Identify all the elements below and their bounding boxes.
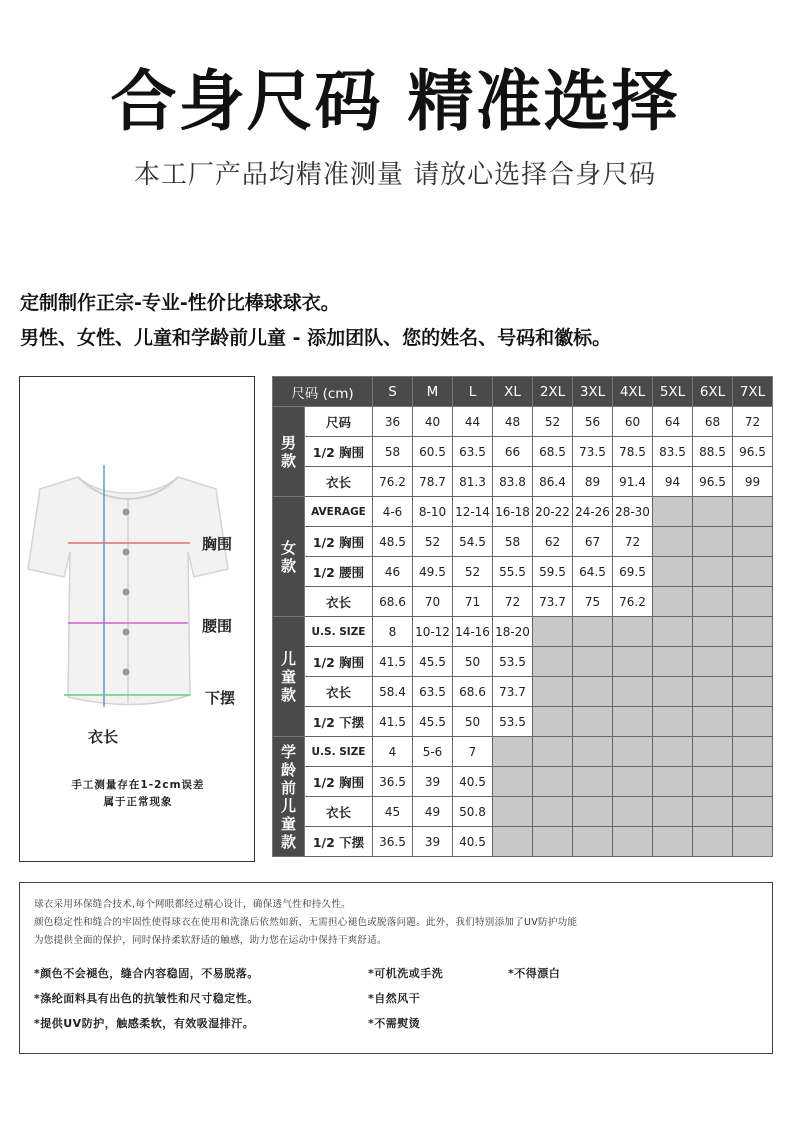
size-cell-empty (653, 557, 693, 587)
size-cell: 50.8 (453, 797, 493, 827)
size-row (273, 467, 773, 497)
size-cell: 69.5 (613, 557, 653, 587)
size-cell: 83.8 (493, 467, 533, 497)
size-header-label: 尺码 (cm) (273, 377, 373, 407)
size-cell-empty (693, 647, 733, 677)
size-cell-empty (653, 707, 693, 737)
size-group-char: 童 (280, 814, 296, 833)
size-cell-empty (653, 587, 693, 617)
size-cell-empty (733, 677, 773, 707)
size-cell-empty (493, 767, 533, 797)
size-cell-empty (493, 827, 533, 857)
size-cell: 75 (573, 587, 613, 617)
size-column-header: L (453, 377, 493, 407)
size-group-char: 儿 (280, 796, 296, 815)
care-bullet-no-bleach: *不得漂白 (508, 967, 561, 980)
size-row (273, 497, 773, 527)
size-cell-empty (573, 737, 613, 767)
size-cell: 48 (493, 407, 533, 437)
size-cell: 78.7 (413, 467, 453, 497)
size-cell: 76.2 (373, 467, 413, 497)
size-cell: 24-26 (573, 497, 613, 527)
size-cell: 72 (733, 407, 773, 437)
size-cell: 64.5 (573, 557, 613, 587)
size-row (273, 587, 773, 617)
size-row-label: 1/2 胸围 (305, 767, 373, 797)
size-group-char: 款 (280, 556, 296, 575)
size-cell: 81.3 (453, 467, 493, 497)
size-row (273, 707, 773, 737)
waist-label: 腰围 (202, 617, 233, 635)
size-cell: 39 (413, 767, 453, 797)
size-cell-empty (573, 617, 613, 647)
size-cell: 40 (413, 407, 453, 437)
size-cell-empty (573, 827, 613, 857)
size-cell: 10-12 (413, 617, 453, 647)
size-cell-empty (613, 677, 653, 707)
size-cell: 48.5 (373, 527, 413, 557)
chest-label: 胸围 (202, 535, 233, 553)
size-cell: 7 (453, 737, 493, 767)
size-cell-empty (573, 767, 613, 797)
size-row-label: 1/2 胸围 (305, 647, 373, 677)
size-cell: 73.7 (533, 587, 573, 617)
size-cell: 71 (453, 587, 493, 617)
size-cell: 67 (573, 527, 613, 557)
size-cell: 18-20 (493, 617, 533, 647)
size-cell-empty (733, 647, 773, 677)
size-row-label: 衣长 (305, 587, 373, 617)
size-cell: 99 (733, 467, 773, 497)
size-cell-empty (693, 827, 733, 857)
size-row-label: U.S. SIZE (305, 737, 373, 767)
size-cell-empty (573, 707, 613, 737)
size-row-label: AVERAGE (305, 497, 373, 527)
size-cell: 45.5 (413, 707, 453, 737)
size-cell: 94 (653, 467, 693, 497)
size-cell: 16-18 (493, 497, 533, 527)
size-cell-empty (653, 827, 693, 857)
care-bullet-wash: *可机洗或手洗 (368, 967, 444, 980)
size-column-header: 3XL (573, 377, 613, 407)
size-cell-empty (533, 617, 573, 647)
size-cell-empty (493, 737, 533, 767)
size-row (273, 827, 773, 857)
size-group-char: 款 (280, 832, 296, 851)
size-cell: 4-6 (373, 497, 413, 527)
size-cell-empty (533, 677, 573, 707)
size-cell-empty (653, 677, 693, 707)
size-cell: 40.5 (453, 767, 493, 797)
info-line-3: 为您提供全面的保护，同时保持柔软舒适的触感，助力您在运动中保持干爽舒适。 (34, 935, 387, 946)
size-cell-empty (733, 497, 773, 527)
size-cell: 14-16 (453, 617, 493, 647)
size-cell: 60 (613, 407, 653, 437)
size-row (273, 557, 773, 587)
size-chart-table (272, 376, 773, 857)
size-cell: 63.5 (453, 437, 493, 467)
size-row (273, 737, 773, 767)
size-row-label: 1/2 下摆 (305, 707, 373, 737)
size-cell-empty (693, 497, 733, 527)
care-bullet-no-iron: *不需熨烫 (368, 1017, 421, 1030)
size-group-char: 儿 (280, 649, 296, 668)
size-cell: 4 (373, 737, 413, 767)
size-cell: 60.5 (413, 437, 453, 467)
size-cell: 91.4 (613, 467, 653, 497)
size-group-label (273, 497, 305, 617)
size-row (273, 407, 773, 437)
size-row (273, 617, 773, 647)
size-cell: 49.5 (413, 557, 453, 587)
size-cell: 68.6 (453, 677, 493, 707)
size-cell-empty (733, 797, 773, 827)
size-cell-empty (573, 647, 613, 677)
size-cell: 41.5 (373, 707, 413, 737)
size-column-header: 6XL (693, 377, 733, 407)
size-cell: 28-30 (613, 497, 653, 527)
size-cell: 73.7 (493, 677, 533, 707)
size-row-label: 衣长 (305, 797, 373, 827)
size-cell-empty (533, 767, 573, 797)
size-cell: 66 (493, 437, 533, 467)
size-cell: 50 (453, 707, 493, 737)
size-cell: 50 (453, 647, 493, 677)
size-cell-empty (613, 707, 653, 737)
size-cell-empty (613, 617, 653, 647)
size-cell: 96.5 (733, 437, 773, 467)
size-group-char: 女 (280, 538, 296, 557)
size-cell: 63.5 (413, 677, 453, 707)
size-cell-empty (733, 827, 773, 857)
care-bullet-air-dry: *自然风干 (368, 992, 421, 1005)
size-cell-empty (693, 527, 733, 557)
size-group-char: 男 (280, 433, 296, 452)
size-cell: 59.5 (533, 557, 573, 587)
measurement-note-line-2: 属于正常现象 (103, 796, 173, 808)
size-cell: 40.5 (453, 827, 493, 857)
size-cell-empty (533, 797, 573, 827)
size-header-row (273, 377, 773, 407)
size-cell: 52 (413, 527, 453, 557)
size-cell: 44 (453, 407, 493, 437)
size-cell: 68.6 (373, 587, 413, 617)
size-cell: 52 (533, 407, 573, 437)
size-group-char: 前 (280, 778, 296, 797)
size-row (273, 797, 773, 827)
size-cell: 49 (413, 797, 453, 827)
size-cell: 20-22 (533, 497, 573, 527)
size-cell: 68.5 (533, 437, 573, 467)
size-cell: 56 (573, 407, 613, 437)
size-row-label: 衣长 (305, 677, 373, 707)
care-bullet-uv: *提供UV防护，触感柔软，有效吸湿排汗。 (34, 1017, 255, 1030)
size-cell: 62 (533, 527, 573, 557)
size-cell-empty (693, 767, 733, 797)
size-cell: 64 (653, 407, 693, 437)
size-cell-empty (693, 617, 733, 647)
size-cell-empty (533, 737, 573, 767)
intro-line-2: 男性、女性、儿童和学龄前儿童 - 添加团队、您的姓名、号码和徽标。 (20, 327, 612, 349)
size-cell-empty (733, 557, 773, 587)
size-cell-empty (493, 797, 533, 827)
size-cell: 89 (573, 467, 613, 497)
size-group-label (273, 617, 305, 737)
size-row-label: 1/2 胸围 (305, 437, 373, 467)
size-cell-empty (653, 737, 693, 767)
size-cell: 53.5 (493, 647, 533, 677)
size-cell-empty (573, 797, 613, 827)
info-line-2: 颜色稳定性和缝合的牢固性使得球衣在使用和洗涤后依然如新，无需担心褪色或脱落问题。此外，我们特别添加了UV防护功能 (34, 917, 578, 928)
size-column-header: XL (493, 377, 533, 407)
size-cell-empty (653, 767, 693, 797)
size-cell-empty (533, 647, 573, 677)
measurement-note-line-1: 手工测量存在1-2cm误差 (71, 779, 205, 791)
size-cell: 86.4 (533, 467, 573, 497)
size-cell-empty (613, 827, 653, 857)
size-column-header: 7XL (733, 377, 773, 407)
size-group-label (273, 737, 305, 857)
size-row (273, 677, 773, 707)
size-cell-empty (613, 737, 653, 767)
size-row (273, 767, 773, 797)
size-cell: 78.5 (613, 437, 653, 467)
size-cell: 53.5 (493, 707, 533, 737)
size-group-char: 款 (280, 685, 296, 704)
size-group-char: 童 (280, 667, 296, 686)
size-cell: 12-14 (453, 497, 493, 527)
size-cell: 45.5 (413, 647, 453, 677)
size-cell-empty (653, 647, 693, 677)
size-group-char: 学 (280, 742, 296, 761)
size-column-header: 2XL (533, 377, 573, 407)
size-cell: 73.5 (573, 437, 613, 467)
size-cell: 70 (413, 587, 453, 617)
size-cell-empty (653, 527, 693, 557)
size-row-label: 尺码 (305, 407, 373, 437)
size-row-label: 衣长 (305, 467, 373, 497)
care-bullet-fabric: *涤纶面料具有出色的抗皱性和尺寸稳定性。 (34, 992, 259, 1005)
size-cell-empty (693, 737, 733, 767)
size-row-label: 1/2 腰围 (305, 557, 373, 587)
size-cell-empty (613, 797, 653, 827)
size-group-label (273, 407, 305, 497)
size-cell: 36 (373, 407, 413, 437)
care-bullet-colorfast: *颜色不会褪色，缝合内容稳固，不易脱落。 (34, 967, 259, 980)
size-cell: 36.5 (373, 767, 413, 797)
jersey-measurement-figure (19, 376, 255, 862)
size-column-header: S (373, 377, 413, 407)
size-group-char: 款 (280, 451, 296, 470)
size-cell: 72 (493, 587, 533, 617)
size-cell: 39 (413, 827, 453, 857)
size-cell: 72 (613, 527, 653, 557)
size-cell: 68 (693, 407, 733, 437)
care-info-box (19, 882, 773, 1054)
info-line-1: 球衣采用环保缝合技术,每个网眼都经过精心设计，确保透气性和持久性。 (34, 899, 351, 910)
length-label: 衣长 (88, 728, 119, 746)
size-cell: 8 (373, 617, 413, 647)
size-cell: 96.5 (693, 467, 733, 497)
size-cell: 54.5 (453, 527, 493, 557)
size-row (273, 647, 773, 677)
size-cell: 46 (373, 557, 413, 587)
size-cell-empty (533, 827, 573, 857)
size-cell: 8-10 (413, 497, 453, 527)
size-row (273, 437, 773, 467)
size-row-label: 1/2 胸围 (305, 527, 373, 557)
size-cell-empty (733, 617, 773, 647)
size-cell-empty (693, 707, 733, 737)
hem-label: 下摆 (205, 689, 236, 707)
size-column-header: M (413, 377, 453, 407)
size-column-header: 5XL (653, 377, 693, 407)
size-cell-empty (733, 587, 773, 617)
size-cell-empty (733, 737, 773, 767)
size-cell-empty (733, 527, 773, 557)
size-cell-empty (653, 797, 693, 827)
size-cell-empty (733, 707, 773, 737)
size-cell: 45 (373, 797, 413, 827)
size-cell-empty (533, 707, 573, 737)
size-cell-empty (653, 497, 693, 527)
size-cell: 5-6 (413, 737, 453, 767)
size-cell: 52 (453, 557, 493, 587)
size-cell: 36.5 (373, 827, 413, 857)
size-cell-empty (693, 797, 733, 827)
size-cell: 58.4 (373, 677, 413, 707)
size-cell: 76.2 (613, 587, 653, 617)
size-cell: 58 (493, 527, 533, 557)
size-cell-empty (693, 677, 733, 707)
size-cell-empty (693, 587, 733, 617)
size-cell-empty (573, 677, 613, 707)
size-cell: 41.5 (373, 647, 413, 677)
size-row-label: 1/2 下摆 (305, 827, 373, 857)
size-cell: 88.5 (693, 437, 733, 467)
size-cell-empty (653, 617, 693, 647)
size-cell: 55.5 (493, 557, 533, 587)
size-cell-empty (613, 767, 653, 797)
size-column-header: 4XL (613, 377, 653, 407)
size-cell: 58 (373, 437, 413, 467)
size-cell-empty (733, 767, 773, 797)
page-subtitle: 本工厂产品均精准测量 请放心选择合身尺码 (133, 160, 657, 190)
intro-line-1: 定制制作正宗-专业-性价比棒球球衣。 (20, 292, 340, 314)
size-row (273, 527, 773, 557)
size-cell-empty (693, 557, 733, 587)
size-row-label: U.S. SIZE (305, 617, 373, 647)
size-cell-empty (613, 647, 653, 677)
page-title: 合身尺码 精准选择 (110, 63, 680, 140)
size-cell: 83.5 (653, 437, 693, 467)
size-group-char: 龄 (280, 760, 296, 779)
